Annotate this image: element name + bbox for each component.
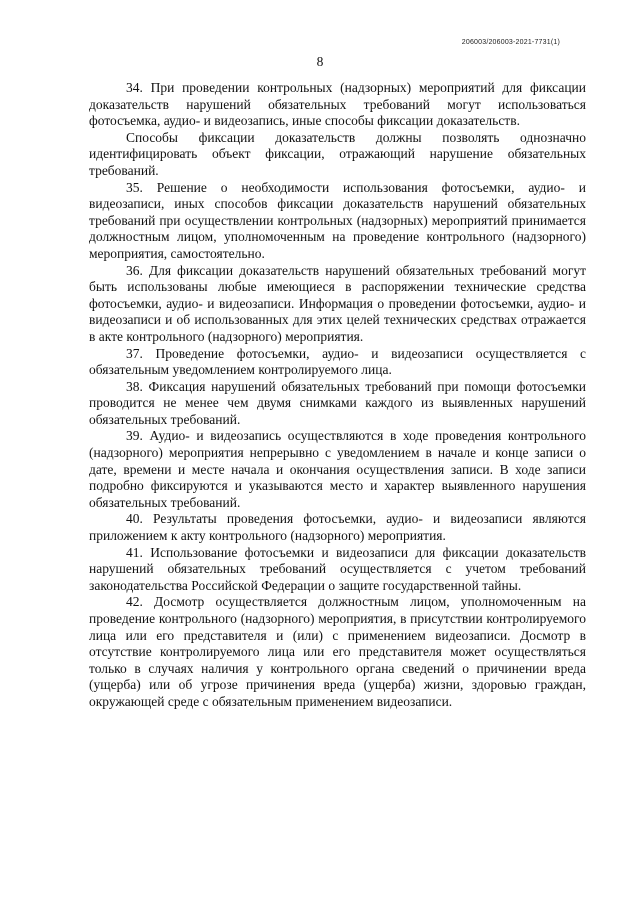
paragraph-39: 39. Аудио- и видеозапись осуществляются в ходе проведения контрольного (надзорного) мероприятия непрерывно с уведомлением в начале и конце записи о дате, времени и месте начала и окончания осуществления записи. В ходе записи подробно фиксируются и указываются место и характер выявленного нарушения обязательных требований.	[89, 428, 586, 510]
document-id: 206003/206003-2021-7731(1)	[461, 39, 560, 46]
paragraph-34-continued: Способы фиксации доказательств должны позволять однозначно идентифицировать объект фиксации, отражающий нарушение обязательных требований.	[89, 129, 586, 178]
paragraph-34: 34. При проведении контрольных (надзорных) мероприятий для фиксации доказательств нарушений обязательных требований могут использоваться фотосъемка, аудио- и видеозапись, иные способы фиксации доказательств.	[89, 80, 586, 129]
paragraph-35: 35. Решение о необходимости использования фотосъемки, аудио- и видеозаписи, иных способов фиксации доказательств нарушений обязательных требований при осуществлении контрольных (надзорных) мероприятий принимается должностным лицом, уполномоченным на проведение контрольного (надзорного) мероприятия, самостоятельно.	[89, 179, 586, 261]
page-number: 8	[316, 54, 324, 69]
paragraph-36: 36. Для фиксации доказательств нарушений обязательных требований могут быть использованы любые имеющиеся в распоряжении технические средства фотосъемки, аудио- и видеозаписи. Информация о проведении фотосъемки, аудио- и видеозаписи и об использованных для этих целей технических средствах отражается в акте контрольного (надзорного) мероприятия.	[89, 262, 586, 344]
document-body	[89, 80, 586, 711]
paragraph-42: 42. Досмотр осуществляется должностным лицом, уполномоченным на проведение контрольного (надзорного) мероприятия, в присутствии контролируемого лица или его представителя и (или) с применением видеозаписи. Досмотр в отсутствие контролируемого лица или его представителя может осуществляться только в случаях наличия у контрольного органа сведений о причинении вреда (ущерба) или об угрозе причинения вреда (ущерба) жизни, здоровью граждан, окружающей среде с обязательным применением видеозаписи.	[89, 594, 586, 709]
paragraph-37: 37. Проведение фотосъемки, аудио- и видеозаписи осуществляется с обязательным уведомлением контролируемого лица.	[89, 345, 586, 378]
paragraph-38: 38. Фиксация нарушений обязательных требований при помощи фотосъемки проводится не менее чем двумя снимками каждого из выявленных нарушений обязательных требований.	[89, 378, 586, 427]
paragraph-41: 41. Использование фотосъемки и видеозаписи для фиксации доказательств нарушений обязательных требований осуществляется с учетом требований законодательства Российской Федерации о защите государственной тайны.	[89, 544, 586, 593]
paragraph-40: 40. Результаты проведения фотосъемки, аудио- и видеозаписи являются приложением к акту контрольного (надзорного) мероприятия.	[89, 511, 586, 544]
